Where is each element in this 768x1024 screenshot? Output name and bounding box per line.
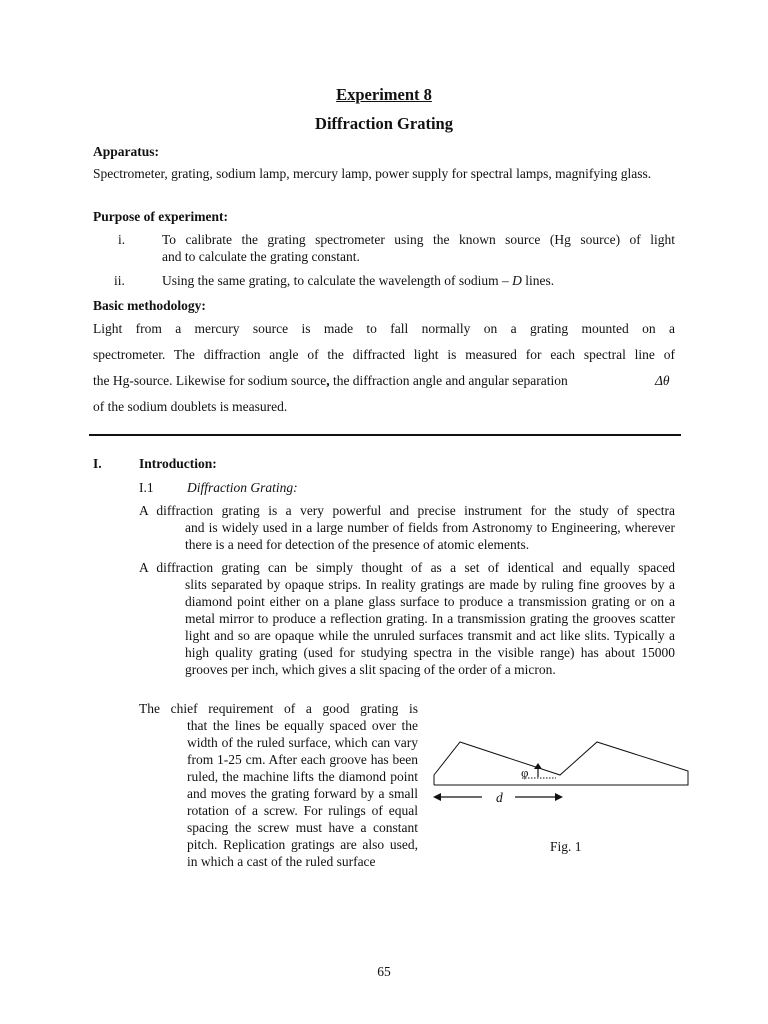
grating-groove-diagram bbox=[430, 735, 695, 810]
purpose-item-1-number: i. bbox=[118, 232, 126, 247]
intro-paragraph-2-body: slits separated by opaque strips. In reality gratings are made by ruling fine grooves by a diamond point either on a plane glass surface to produce a transmission grating or on a metal mirror to produce a reflection grating. In a transmission grating the grooves scatter light and so are opaque while the unruled surfaces transmit and act like slits. Typically a high quality grating (used for studying spectra in the visible range) has about 15000 grooves per inch, which gives a slit spacing of the order of a micron. bbox=[185, 577, 675, 677]
intro-number: I. bbox=[93, 456, 102, 471]
intro-paragraph-3-body: that the lines be equally spaced over the width of the ruled surface, which can vary from 1-25 cm. After each groove has been ruled, the machine lifts the diamond point and moves the grating forward by a small rotation of a screw. For rulings of equal spacing the screw must have a constant pitch. Replication gratings are also used, in which a cast of the ruled surface bbox=[187, 718, 418, 869]
intro-paragraph-1 bbox=[139, 502, 675, 553]
page-subtitle: Diffraction Grating bbox=[315, 114, 453, 133]
intro-paragraph-3 bbox=[139, 700, 418, 870]
phi-arrow-head bbox=[534, 763, 542, 769]
purpose-heading: Purpose of experiment: bbox=[93, 209, 228, 224]
purpose-item-1-line2: and to calculate the grating constant. bbox=[162, 249, 360, 264]
delta-theta-symbol: Δθ bbox=[655, 373, 670, 388]
apparatus-text: Spectrometer, grating, sodium lamp, mercury lamp, power supply for spectral lamps, magnifying glass. bbox=[93, 166, 652, 181]
page-title: Experiment 8 bbox=[336, 85, 432, 104]
apparatus-heading: Apparatus: bbox=[93, 144, 160, 159]
purpose-item-2-italic: D bbox=[512, 273, 522, 288]
methodology-line3-post: the diffraction angle and angular separation bbox=[329, 373, 568, 388]
methodology-line4: of the sodium doublets is measured. bbox=[93, 399, 288, 414]
intro-heading: Introduction: bbox=[139, 456, 217, 471]
intro-paragraph-1-body: and is widely used in a large number of fields from Astronomy to Engineering, wherever there is a need for detection of the presence of atomic elements. bbox=[185, 520, 675, 552]
figure-caption: Fig. 1 bbox=[550, 839, 582, 854]
phi-label: φ bbox=[521, 765, 529, 780]
methodology-line3-comma: , bbox=[326, 373, 330, 388]
d-arrow-left-head bbox=[433, 793, 441, 801]
intro-paragraph-2 bbox=[139, 559, 675, 678]
methodology-line1: Light from a mercury source is made to fall normally on a grating mounted on a bbox=[93, 321, 675, 336]
purpose-item-2 bbox=[162, 272, 675, 289]
intro-paragraph-2-first-line: A diffraction grating can be simply thought of as a set of identical and equally spaced bbox=[139, 560, 675, 575]
purpose-item-2-pre: Using the same grating, to calculate the wavelength of sodium – bbox=[162, 273, 513, 288]
methodology-heading: Basic methodology: bbox=[93, 298, 206, 313]
d-label: d bbox=[496, 790, 503, 805]
d-arrow-right-head bbox=[555, 793, 563, 801]
page-number: 65 bbox=[377, 964, 391, 979]
purpose-item-2-number: ii. bbox=[114, 273, 125, 288]
purpose-item-1-line1: To calibrate the grating spectrometer using the known source (Hg source) of light bbox=[162, 232, 675, 247]
intro-paragraph-3-first-line: The chief requirement of a good grating is bbox=[139, 701, 418, 716]
methodology-line3-pre: the Hg-source. Likewise for sodium source bbox=[93, 373, 327, 388]
purpose-item-2-post: lines. bbox=[521, 273, 555, 288]
intro-paragraph-1-first-line: A diffraction grating is a very powerful and precise instrument for the study of spectra bbox=[139, 503, 675, 518]
methodology-line3 bbox=[93, 372, 653, 389]
purpose-item-1 bbox=[162, 231, 675, 265]
groove-profile bbox=[434, 742, 688, 785]
methodology-line2: spectrometer. The diffraction angle of the diffracted light is measured for each spectral line of bbox=[93, 347, 675, 362]
section-divider bbox=[89, 434, 681, 436]
subsection-number: I.1 bbox=[139, 480, 154, 495]
subsection-heading: Diffraction Grating: bbox=[187, 480, 298, 495]
